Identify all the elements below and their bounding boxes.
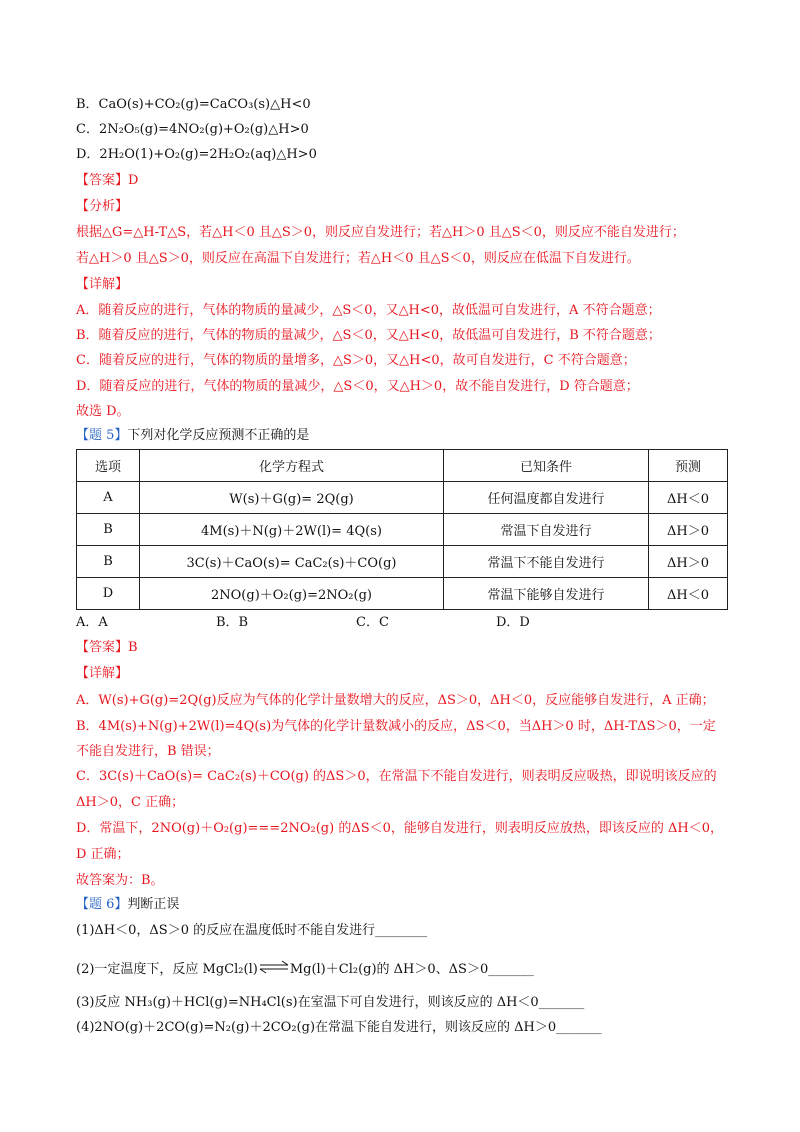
q5-conclusion: 故答案为：B。 <box>76 873 164 888</box>
q5-choices <box>76 614 636 632</box>
q5-table <box>76 449 728 610</box>
q5-detail-tag: 【详解】 <box>76 666 129 681</box>
q6-tag: 【题 6】 <box>76 897 128 912</box>
cell-option: D <box>77 578 140 610</box>
option-d: D．2H₂O(1)+O₂(g)=2H₂O₂(aq)△H>0 <box>76 147 317 162</box>
q5-detail-d-2: D 正确； <box>76 847 130 862</box>
cell-option: B <box>77 546 140 578</box>
q6-item-2-left: (2)一定温度下，反应 MgCl₂(l) <box>76 962 258 977</box>
q4-detail-c: C．随着反应的进行，气体的物质的量增多，△S＞0，又△H<0，故可自发进行，C 不符合题意； <box>76 353 636 368</box>
q6-item-1: (1)ΔH＜0，ΔS＞0 的反应在温度低时不能自发进行________ <box>76 923 428 938</box>
header-prediction: 预测 <box>649 450 728 482</box>
q4-detail-d: D．随着反应的进行，气体的物质的量减少，△S＜0，又△H＞0，故不能自发进行，D 符合题意； <box>76 379 639 394</box>
q4-conclusion: 故选 D。 <box>76 404 130 419</box>
q4-detail-tag: 【详解】 <box>76 277 129 292</box>
q5-heading <box>76 427 309 445</box>
q5-detail-d-1: D．常温下，2NO(g)＋O₂(g)===2NO₂(g) 的ΔS＜0，能够自发进行，则表明反应放热，即该反应的 ΔH＜0， <box>76 821 724 836</box>
cell-condition: 任何温度都自发进行 <box>444 482 649 514</box>
cell-prediction: ΔH＞0 <box>649 514 728 546</box>
q4-analysis-line-2: 若△H＞0 且△S＞0，则反应在高温下自发进行；若△H＜0 且△S＜0，则反应在低温下自发进行。 <box>76 251 640 266</box>
table-row <box>77 514 728 546</box>
cell-prediction: ΔH＜0 <box>649 482 728 514</box>
header-condition: 已知条件 <box>444 450 649 482</box>
cell-condition: 常温下能够自发进行 <box>444 578 649 610</box>
choice-b: B．B <box>216 615 249 630</box>
option-b: B．CaO(s)+CO₂(g)=CaCO₃(s)△H<0 <box>76 97 311 112</box>
q6-item-3: (3)反应 NH₃(g)＋HCl(g)=NH₄Cl(s)在室温下可自发进行，则该反应的 ΔH＜0_______ <box>76 995 585 1010</box>
cell-equation: 3C(s)＋CaO(s)= CaC₂(s)＋CO(g) <box>140 546 444 578</box>
choice-c: C．C <box>356 615 389 630</box>
q6-heading <box>76 896 179 914</box>
option-c: C．2N₂O₅(g)=4NO₂(g)+O₂(g)△H>0 <box>76 122 309 137</box>
q4-answer: 【答案】D <box>76 173 139 188</box>
header-equation: 化学方程式 <box>140 450 444 482</box>
table-row <box>77 578 728 610</box>
equilibrium-arrow-icon <box>258 958 290 976</box>
cell-condition: 常温下自发进行 <box>444 514 649 546</box>
cell-prediction: ΔH＞0 <box>649 546 728 578</box>
q5-title: 下列对化学反应预测不正确的是 <box>127 428 310 443</box>
q5-detail-c-2: ΔH＞0，C 正确； <box>76 795 185 810</box>
q5-detail-b-1: B．4M(s)+N(g)+2W(l)=4Q(s)为气体的化学计量数减小的反应，ΔS＜0，当ΔH＞0 时，ΔH-TΔS＞0，一定 <box>76 719 716 734</box>
q5-tag: 【题 5】 <box>76 428 128 443</box>
table-row <box>77 482 728 514</box>
q5-detail-a: A．W(s)+G(g)=2Q(g)反应为气体的化学计量数增大的反应，ΔS＞0，ΔH＜0，反应能够自发进行，A 正确； <box>76 693 715 708</box>
cell-equation: 2NO(g)＋O₂(g)=2NO₂(g) <box>140 578 444 610</box>
cell-option: A <box>77 482 140 514</box>
q6-item-2 <box>76 958 534 979</box>
q6-item-2-right: Mg(l)＋Cl₂(g)的 ΔH＞0、ΔS＞0_______ <box>289 962 534 977</box>
q6-title: 判断正误 <box>127 897 180 912</box>
q5-detail-b-2: 不能自发进行，B 错误； <box>76 744 220 759</box>
q5-detail-c-1: C．3C(s)＋CaO(s)= CaC₂(s)＋CO(g) 的ΔS＞0，在常温下不能自发进行，则表明反应吸热，即说明该反应的 <box>76 769 717 784</box>
header-option: 选项 <box>77 450 140 482</box>
q4-analysis-line-1: 根据△G=△H-T△S，若△H＜0 且△S＞0，则反应自发进行；若△H＞0 且△S＜0，则反应不能自发进行； <box>76 225 685 240</box>
cell-option: B <box>77 514 140 546</box>
cell-prediction: ΔH＜0 <box>649 578 728 610</box>
table-header-row <box>77 450 728 482</box>
q6-item-4: (4)2NO(g)＋2CO(g)=N₂(g)＋2CO₂(g)在常温下能自发进行，则该反应的 ΔH＞0_______ <box>76 1020 602 1035</box>
choice-a: A．A <box>76 615 108 630</box>
cell-equation: 4M(s)＋N(g)＋2W(l)= 4Q(s) <box>140 514 444 546</box>
q4-analysis-tag: 【分析】 <box>76 199 129 214</box>
q5-answer: 【答案】B <box>76 640 138 655</box>
q4-detail-b: B．随着反应的进行，气体的物质的量减少，△S＜0，又△H<0，故低温可自发进行，B 不符合题意； <box>76 328 661 343</box>
table-row <box>77 546 728 578</box>
cell-condition: 常温下不能自发进行 <box>444 546 649 578</box>
q4-detail-a: A．随着反应的进行，气体的物质的量减少，△S＜0，又△H<0，故低温可自发进行，A 不符合题意； <box>76 303 661 318</box>
cell-equation: W(s)＋G(g)= 2Q(g) <box>140 482 444 514</box>
choice-d: D．D <box>496 615 530 630</box>
